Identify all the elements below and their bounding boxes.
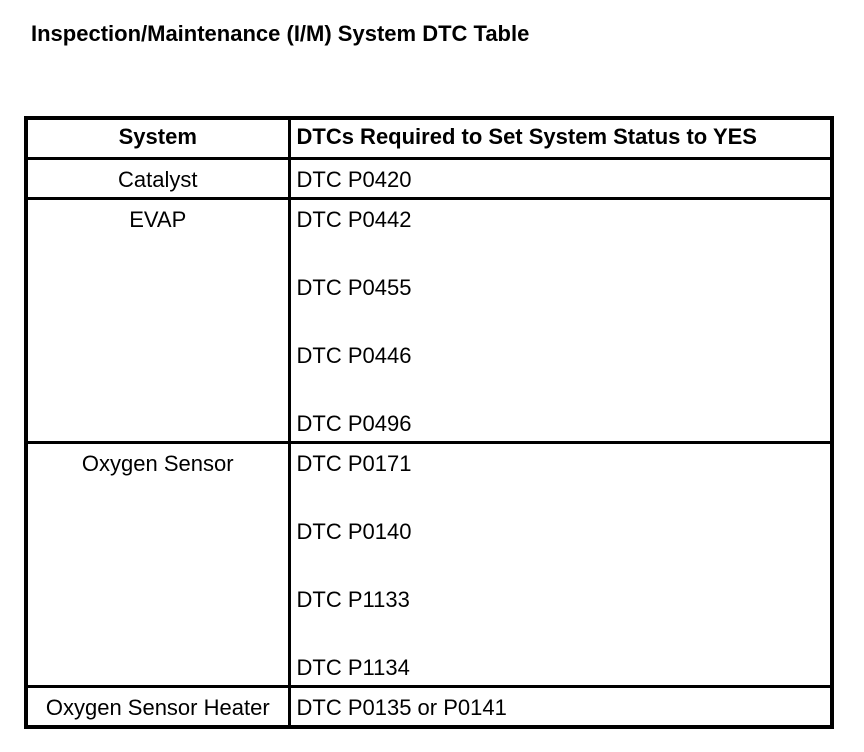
system-name: Oxygen Sensor — [26, 443, 289, 687]
system-name: Oxygen Sensor Heater — [26, 687, 289, 728]
dtc-list — [289, 443, 832, 687]
dtc-code: DTC P0446 — [296, 343, 412, 368]
dtc-code: DTC P1133 — [296, 587, 410, 612]
dtc-list — [289, 159, 832, 199]
table-row-evap — [26, 199, 832, 443]
table-row-catalyst — [26, 159, 832, 199]
system-name: EVAP — [26, 199, 289, 443]
table-row-oxygen-sensor-heater — [26, 687, 832, 728]
dtc-code: DTC P0455 — [296, 275, 412, 300]
system-name: Catalyst — [26, 159, 289, 199]
dtc-code: DTC P1134 — [296, 655, 410, 680]
dtc-code: DTC P0496 — [296, 411, 412, 436]
dtc-code: DTC P0140 — [296, 519, 412, 544]
header-dtcs: DTCs Required to Set System Status to YES — [289, 118, 832, 159]
dtc-code: DTC P0135 or P0141 — [296, 695, 507, 720]
table-row-oxygen-sensor — [26, 443, 832, 687]
dtc-code: DTC P0420 — [296, 167, 412, 192]
dtc-list — [289, 199, 832, 443]
document-title: Inspection/Maintenance (I/M) System DTC Table — [31, 21, 530, 46]
dtc-list — [289, 687, 832, 728]
dtc-code: DTC P0171 — [296, 451, 412, 476]
dtc-code: DTC P0442 — [296, 207, 412, 232]
dtc-table — [24, 116, 834, 729]
table-header-row — [26, 118, 832, 159]
header-system: System — [26, 118, 289, 159]
